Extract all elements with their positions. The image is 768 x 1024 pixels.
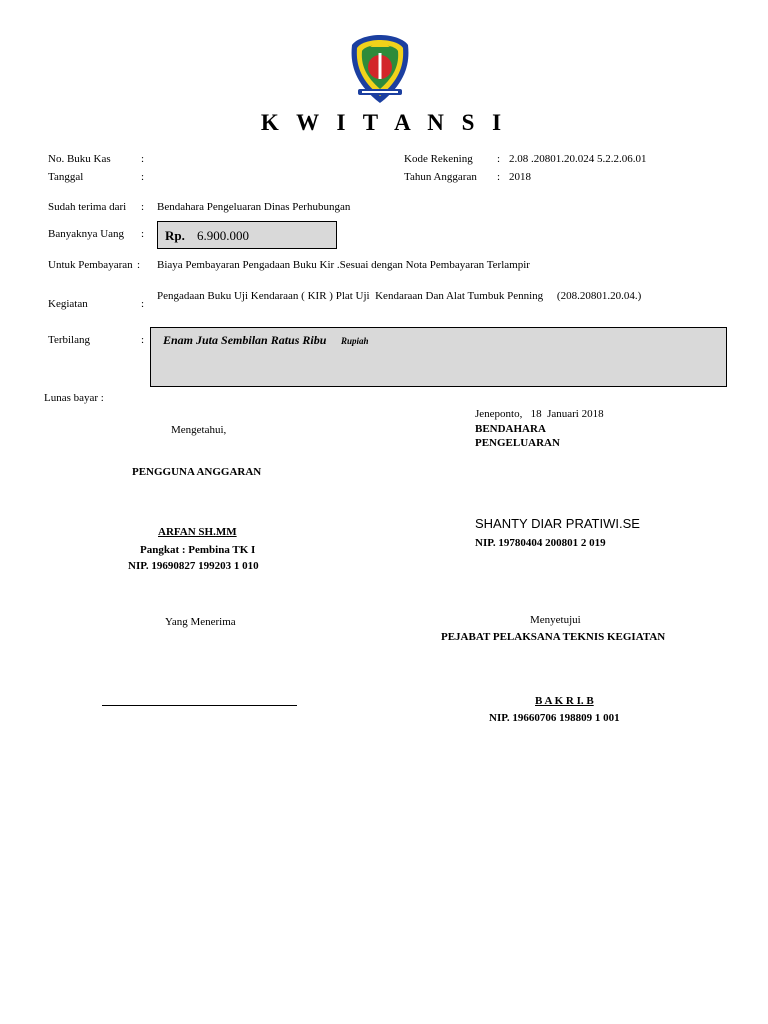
pptk-name: B A K R I. B	[535, 695, 594, 707]
amount-value: 6.900.000	[197, 228, 249, 243]
amount-box	[157, 221, 337, 249]
menyetujui-label: Menyetujui	[530, 614, 581, 626]
bendahara-name: SHANTY DIAR PRATIWI.SE	[475, 516, 640, 531]
colon: :	[137, 259, 141, 271]
tahun-anggaran-label: Tahun Anggaran	[404, 171, 477, 183]
pptk-nip: NIP. 19660706 198809 1 001	[489, 712, 620, 724]
pengguna-anggaran-name: ARFAN SH.MM	[158, 526, 237, 538]
place-date: Jeneponto, 18 Januari 2018	[475, 408, 604, 420]
tanggal-label: Tanggal	[48, 171, 84, 183]
sudah-terima-label: Sudah terima dari	[48, 201, 127, 213]
tahun-anggaran-value: 2018	[509, 171, 531, 183]
kegiatan-value: Pengadaan Buku Uji Kendaraan ( KIR ) Plat Uji Kendaraan Dan Alat Tumbuk Penning (208.20801.20.04.)	[157, 290, 642, 302]
banyaknya-uang-label: Banyaknya Uang	[48, 228, 125, 240]
sudah-terima-value: Bendahara Pengeluaran Dinas Perhubungan	[157, 201, 351, 213]
lunas-bayar-label: Lunas bayar :	[44, 392, 104, 404]
terbilang-currency: Rupiah	[341, 336, 369, 346]
colon: :	[497, 171, 501, 183]
colon: :	[141, 228, 145, 240]
colon: :	[141, 298, 145, 310]
colon: :	[141, 334, 145, 346]
bendahara-nip: NIP. 19780404 200801 2 019	[475, 537, 606, 549]
kode-rekening-label: Kode Rekening	[404, 153, 473, 165]
terbilang-label: Terbilang	[48, 334, 90, 346]
receiver-signature-line	[102, 705, 297, 706]
kegiatan-label: Kegiatan	[48, 298, 88, 310]
bendahara-role-line2: PENGELUARAN	[475, 437, 560, 449]
untuk-pembayaran-value: Biaya Pembayaran Pengadaan Buku Kir .Sesuai dengan Nota Pembayaran Terlampir	[157, 259, 530, 271]
regency-emblem-logo	[348, 33, 412, 105]
pengguna-anggaran-pangkat: Pangkat : Pembina TK I	[140, 544, 256, 556]
pengguna-anggaran-role: PENGGUNA ANGGARAN	[132, 466, 262, 478]
colon: :	[141, 201, 145, 213]
kode-rekening-value: 2.08 .20801.20.024 5.2.2.06.01	[509, 153, 647, 165]
bendahara-role-line1: BENDAHARA	[475, 423, 546, 435]
yang-menerima-label: Yang Menerima	[165, 616, 236, 628]
colon: :	[497, 153, 501, 165]
document-title: K W I T A N S I	[260, 110, 508, 135]
colon: :	[141, 171, 145, 183]
untuk-pembayaran-label: Untuk Pembayaran	[48, 259, 133, 271]
no-buku-kas-label: No. Buku Kas	[48, 153, 111, 165]
mengetahui-label: Mengetahui,	[171, 424, 227, 436]
terbilang-value: Enam Juta Sembilan Ratus Ribu	[163, 333, 327, 347]
colon: :	[141, 153, 145, 165]
pptk-role: PEJABAT PELAKSANA TEKNIS KEGIATAN	[441, 631, 666, 643]
terbilang-box	[150, 327, 727, 387]
pengguna-anggaran-nip: NIP. 19690827 199203 1 010	[128, 560, 259, 572]
rp-label: Rp.	[165, 228, 185, 243]
